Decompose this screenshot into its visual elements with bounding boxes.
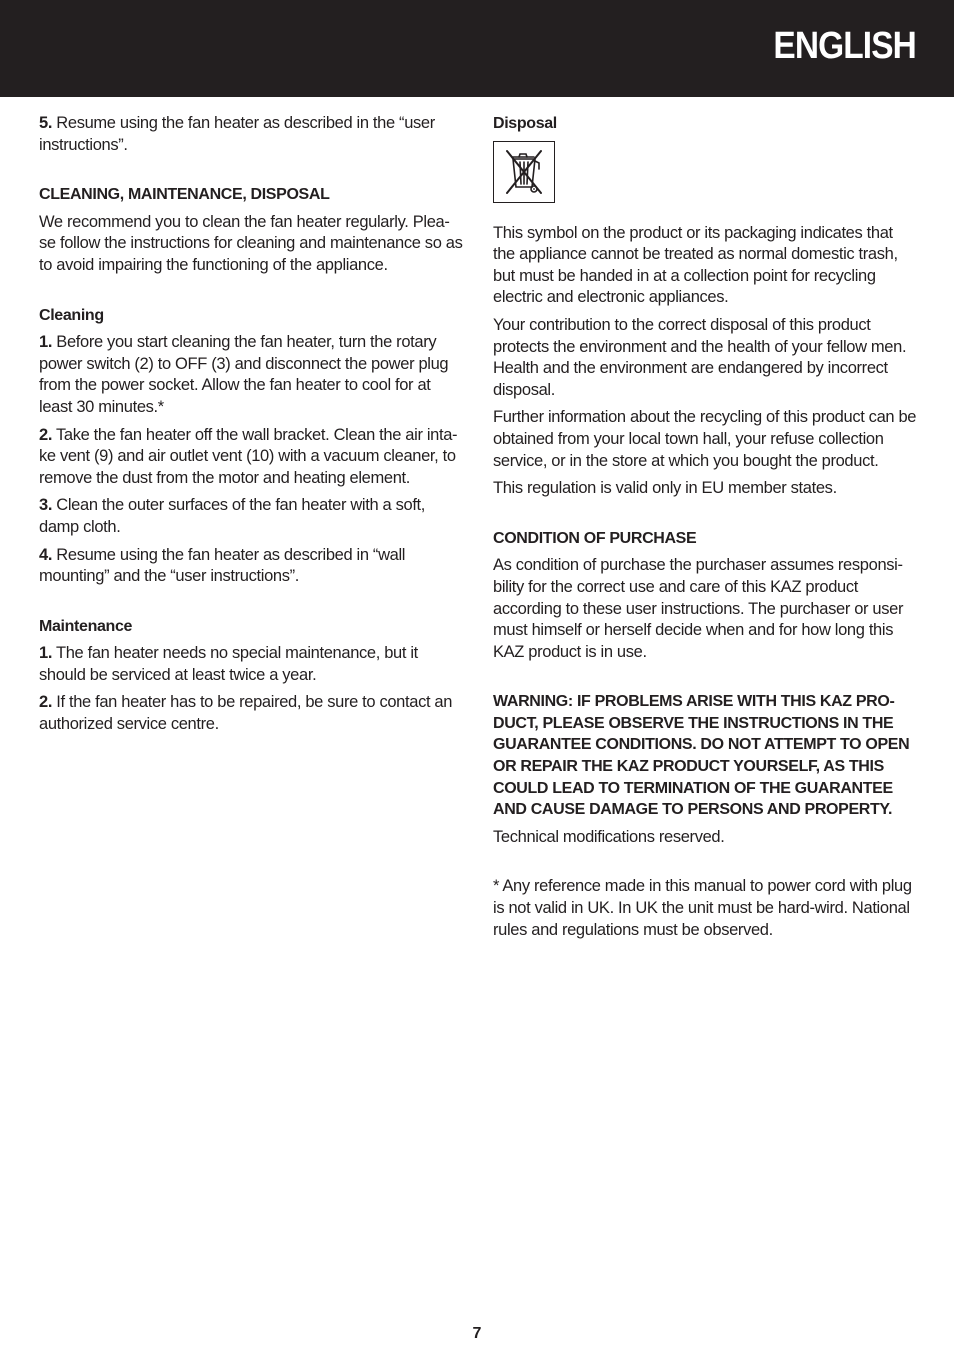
weee-symbol-box — [493, 141, 555, 203]
cleaning-step-1 — [39, 332, 463, 418]
disposal-paragraph-1: This symbol on the product or its packaging indicates that the appliance cannot be treated as normal domestic trash, but must be handed in at a collection point for recycling electric and electronic appliances. — [493, 223, 898, 307]
maintenance-heading: Maintenance — [39, 617, 133, 635]
step-number: 5. — [39, 114, 53, 132]
step-text: The fan heater needs no special maintenance, but it should be serviced at least twice a year. — [39, 644, 418, 684]
step-text: If the fan heater has to be repaired, be sure to contact an authorized service centre. — [39, 693, 453, 734]
step-text: Clean the outer surfaces of the fan heater with a soft, damp cloth. — [39, 496, 426, 536]
warning-paragraph: WARNING: IF PROBLEMS ARISE WITH THIS KAZ PRO-DUCT, PLEASE OBSERVE THE INSTRUCTIONS IN THE GUARANTEE CONDITIONS. DO NOT ATTEMPT TO OPEN OR REPAIR THE KAZ PRODUCT YOURSELF, AS THIS COULD LEAD TO TERMINATION OF THE GUARANTEE AND CAUSE DAMAGE TO PERSONS AND PROPERTY. — [493, 693, 910, 819]
cleaning-step-4 — [39, 545, 463, 588]
left-column — [39, 113, 463, 742]
step-number: 2. — [39, 693, 53, 712]
page-number: 7 — [472, 1325, 482, 1342]
crossed-out-wheelie-bin-icon — [499, 145, 549, 199]
step-number: 1. — [39, 644, 53, 663]
disposal-paragraph-2: Your contribution to the correct disposal of this product protects the environment and the health of your fellow men. Health and the environment are endangered by incorrect disposal. — [493, 315, 907, 399]
step-number: 3. — [39, 496, 53, 515]
page-header-bar — [0, 0, 954, 97]
intro-paragraph: We recommend you to clean the fan heater regularly. Plea-se follow the instructions for cleaning and maintenance so as to avoid impairing the functioning of the appliance. — [39, 212, 463, 274]
condition-paragraph: As condition of purchase the purchaser assumes responsi-bility for the correct use and care of this KAZ product according to these user instructions. The purchaser or user must himself or herself decide when and for how long this KAZ product is in use. — [493, 556, 904, 661]
uk-footnote: * Any reference made in this manual to power cord with plug is not valid in UK. In UK the unit must be hard-wird. National rules and regulations must be observed. — [493, 877, 912, 939]
cleaning-heading: Cleaning — [39, 306, 104, 324]
step-text: Resume using the fan heater as described in “wall mounting” and the “user instructions”. — [39, 545, 406, 586]
disposal-paragraph-3: Further information about the recycling of this product can be obtained from your local town hall, your refuse collection service, or in the store at which you bought the product. — [493, 408, 917, 470]
step-number: 4. — [39, 545, 53, 564]
step-number: 2. — [39, 425, 53, 444]
language-title: ENGLISH — [773, 25, 916, 67]
maintenance-step-1 — [39, 643, 463, 686]
step-text: Take the fan heater off the wall bracket. Clean the air inta-ke vent (9) and air outlet vent (10) with a vacuum cleaner, to remove the dust from the motor and heating element. — [39, 425, 458, 487]
condition-of-purchase-heading: CONDITION OF PURCHASE — [493, 529, 697, 547]
cleaning-maintenance-disposal-heading: CLEANING, MAINTENANCE, DISPOSAL — [39, 186, 330, 204]
disposal-paragraph-4: This regulation is valid only in EU member states. — [493, 479, 837, 498]
step-text: Resume using the fan heater as described in the “user instructions”. — [39, 114, 435, 154]
step-5-paragraph — [39, 113, 463, 156]
disposal-heading: Disposal — [493, 115, 557, 132]
cleaning-step-3 — [39, 495, 463, 538]
cleaning-step-2 — [39, 425, 463, 490]
step-text: Before you start cleaning the fan heater, turn the rotary power switch (2) to OFF (3) and disconnect the power plug from the power socket. Allow the fan heater to cool for at least 30 minutes.* — [39, 333, 449, 416]
right-column — [493, 113, 917, 947]
maintenance-step-2 — [39, 692, 463, 735]
step-number: 1. — [39, 333, 53, 352]
technical-modifications-note: Technical modifications reserved. — [493, 827, 725, 846]
